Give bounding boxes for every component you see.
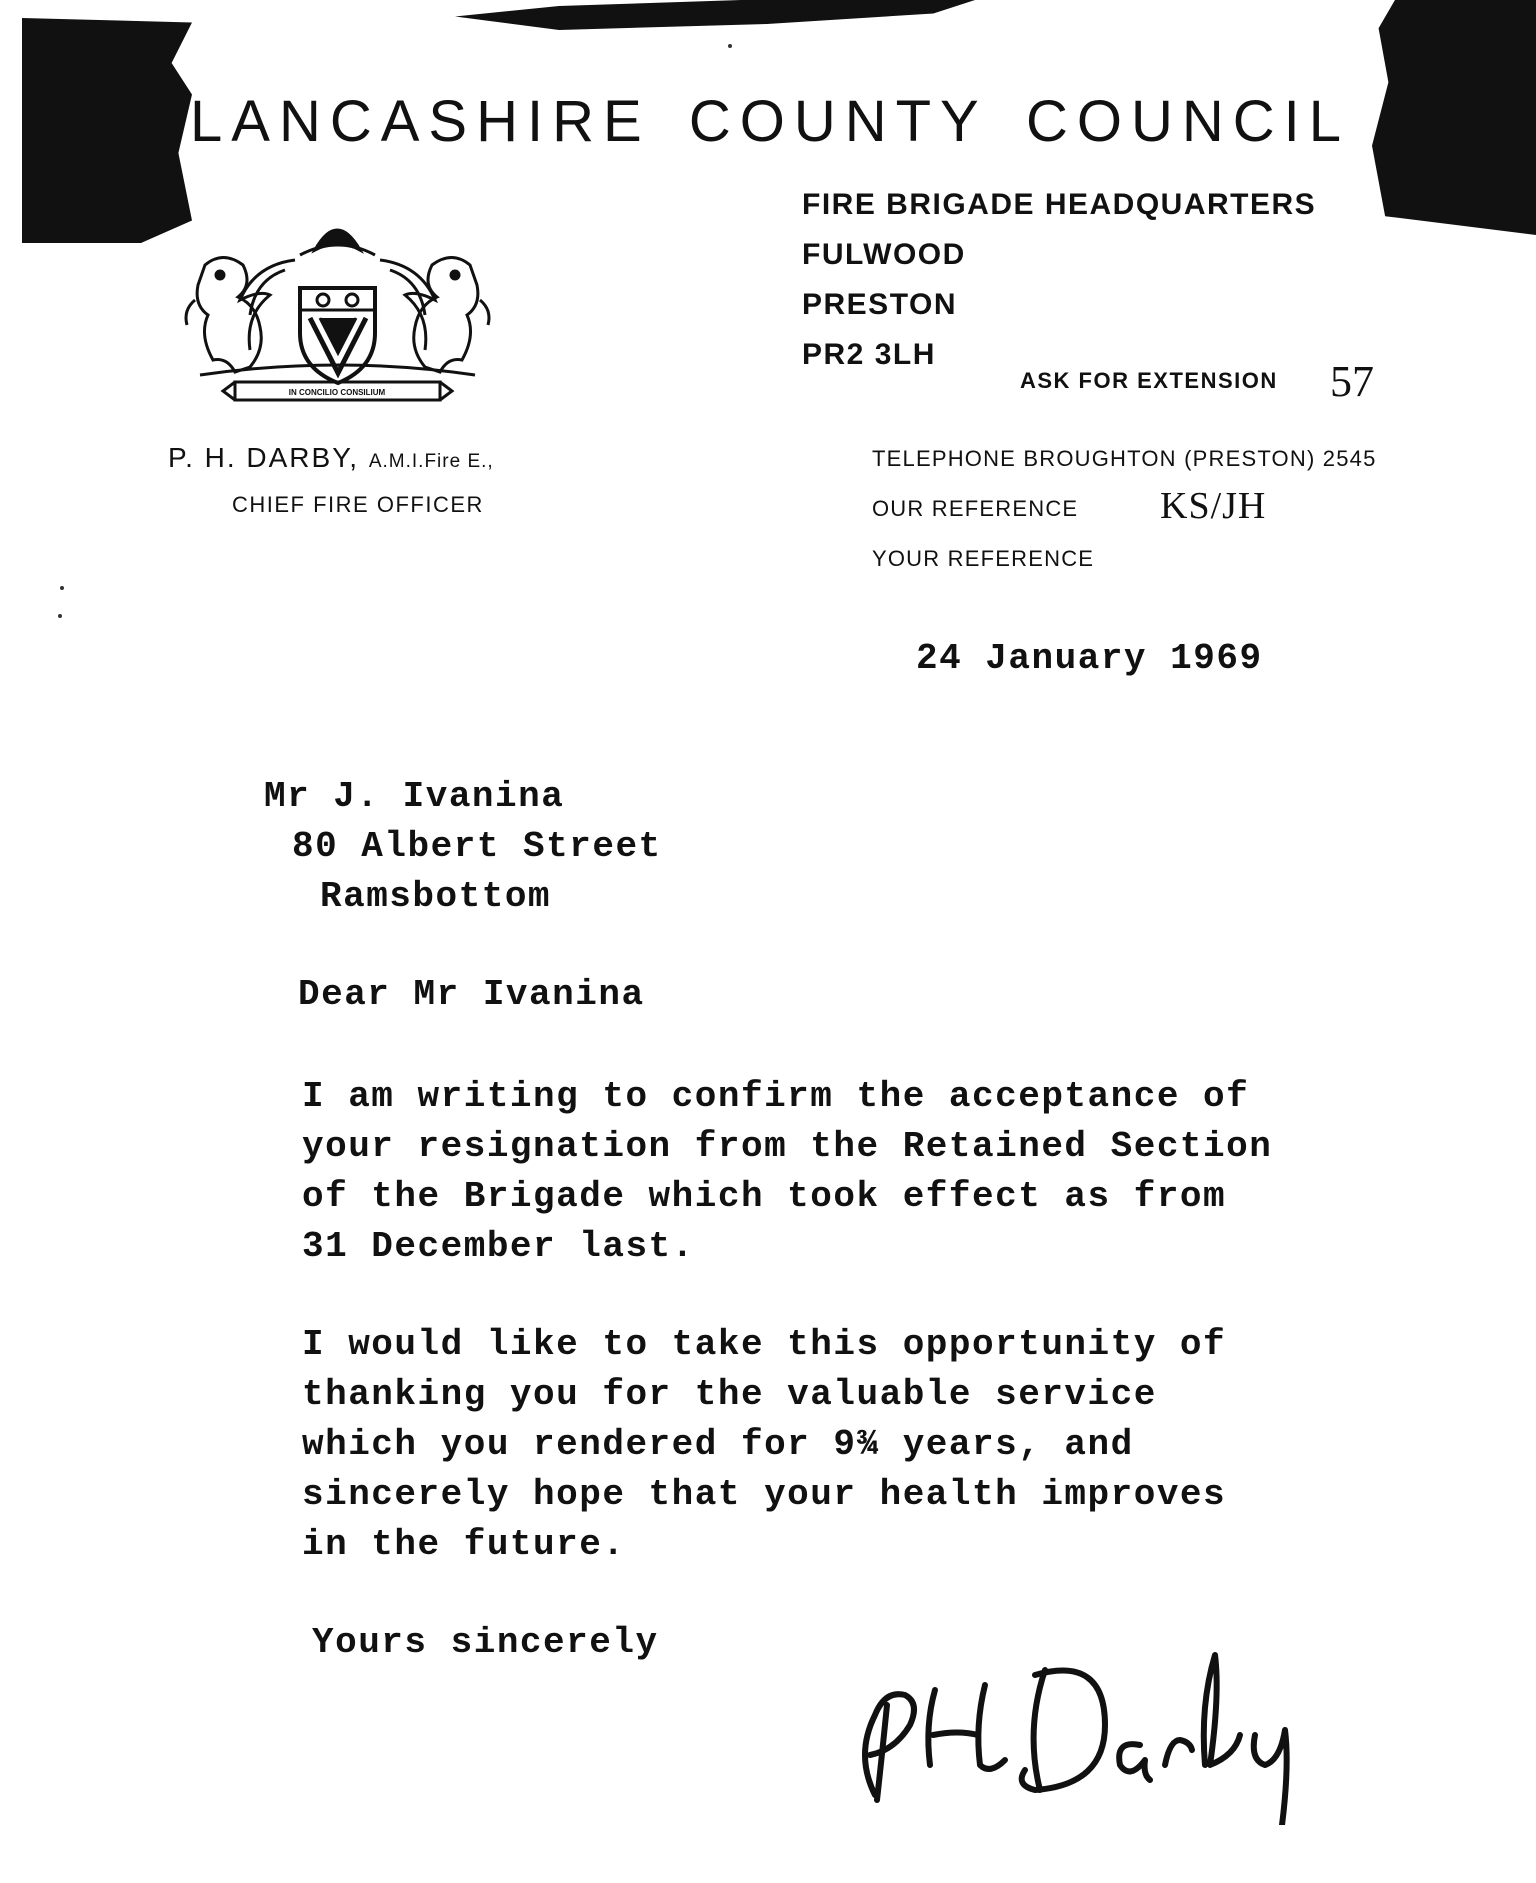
paragraph-line: which you rendered for 9¾ years, and xyxy=(302,1424,1134,1465)
address-line: FULWOOD xyxy=(802,238,966,271)
crest-motto: IN CONCILIO CONSILIUM xyxy=(288,388,386,397)
council-name xyxy=(190,88,1350,155)
paragraph-line: I am writing to confirm the acceptance of xyxy=(302,1076,1250,1117)
headquarters-address xyxy=(802,180,1316,380)
scan-smudge-left xyxy=(22,18,192,243)
recipient-line: Mr J. Ivanina xyxy=(264,776,565,817)
council-word: COUNTY xyxy=(688,89,988,154)
officer-title: CHIEF FIRE OFFICER xyxy=(232,492,484,517)
council-word: COUNCIL xyxy=(1025,89,1350,154)
your-reference-label: YOUR REFERENCE xyxy=(872,546,1095,571)
address-line: PR2 3LH xyxy=(802,338,936,371)
paragraph-line: I would like to take this opportunity of xyxy=(302,1324,1227,1365)
paragraph-one xyxy=(302,1072,1272,1272)
council-word: LANCASHIRE xyxy=(190,89,651,154)
address-line: PRESTON xyxy=(802,288,957,321)
paragraph-line: your resignation from the Retained Section xyxy=(302,1126,1273,1167)
scan-speck xyxy=(728,44,732,48)
telephone-line: TELEPHONE BROUGHTON (PRESTON) 2545 xyxy=(872,446,1377,471)
handwritten-signature xyxy=(835,1595,1335,1825)
officer-name-line xyxy=(168,442,494,474)
paragraph-line: of the Brigade which took effect as from xyxy=(302,1176,1227,1217)
paragraph-line: 31 December last. xyxy=(302,1226,695,1267)
scan-smudge-top xyxy=(455,0,975,30)
officer-name: P. H. DARBY, xyxy=(168,442,360,473)
extension-label: ASK FOR EXTENSION xyxy=(1020,368,1278,393)
paragraph-line: thanking you for the valuable service xyxy=(302,1374,1157,1415)
scan-smudge-right xyxy=(1372,0,1536,235)
letter-date: 24 January 1969 xyxy=(916,638,1263,679)
recipient-line: 80 Albert Street xyxy=(292,826,662,867)
scan-speck xyxy=(58,614,62,618)
address-line: FIRE BRIGADE HEADQUARTERS xyxy=(802,188,1317,221)
paragraph-line: sincerely hope that your health improves xyxy=(302,1474,1227,1515)
our-reference-value: KS/JH xyxy=(1160,485,1267,527)
our-reference-label: OUR REFERENCE xyxy=(872,496,1079,521)
paragraph-two xyxy=(302,1320,1226,1570)
coat-of-arms-icon xyxy=(175,210,500,410)
extension-number: 57 xyxy=(1330,357,1374,406)
officer-qualifications: A.M.I.Fire E., xyxy=(368,451,494,472)
signature-text: PHDarby xyxy=(835,1595,840,1596)
paragraph-line: in the future. xyxy=(302,1524,626,1565)
recipient-line: Ramsbottom xyxy=(320,876,552,917)
salutation: Dear Mr Ivanina xyxy=(298,974,645,1015)
closing: Yours sincerely xyxy=(312,1622,659,1663)
scan-speck xyxy=(60,586,64,590)
